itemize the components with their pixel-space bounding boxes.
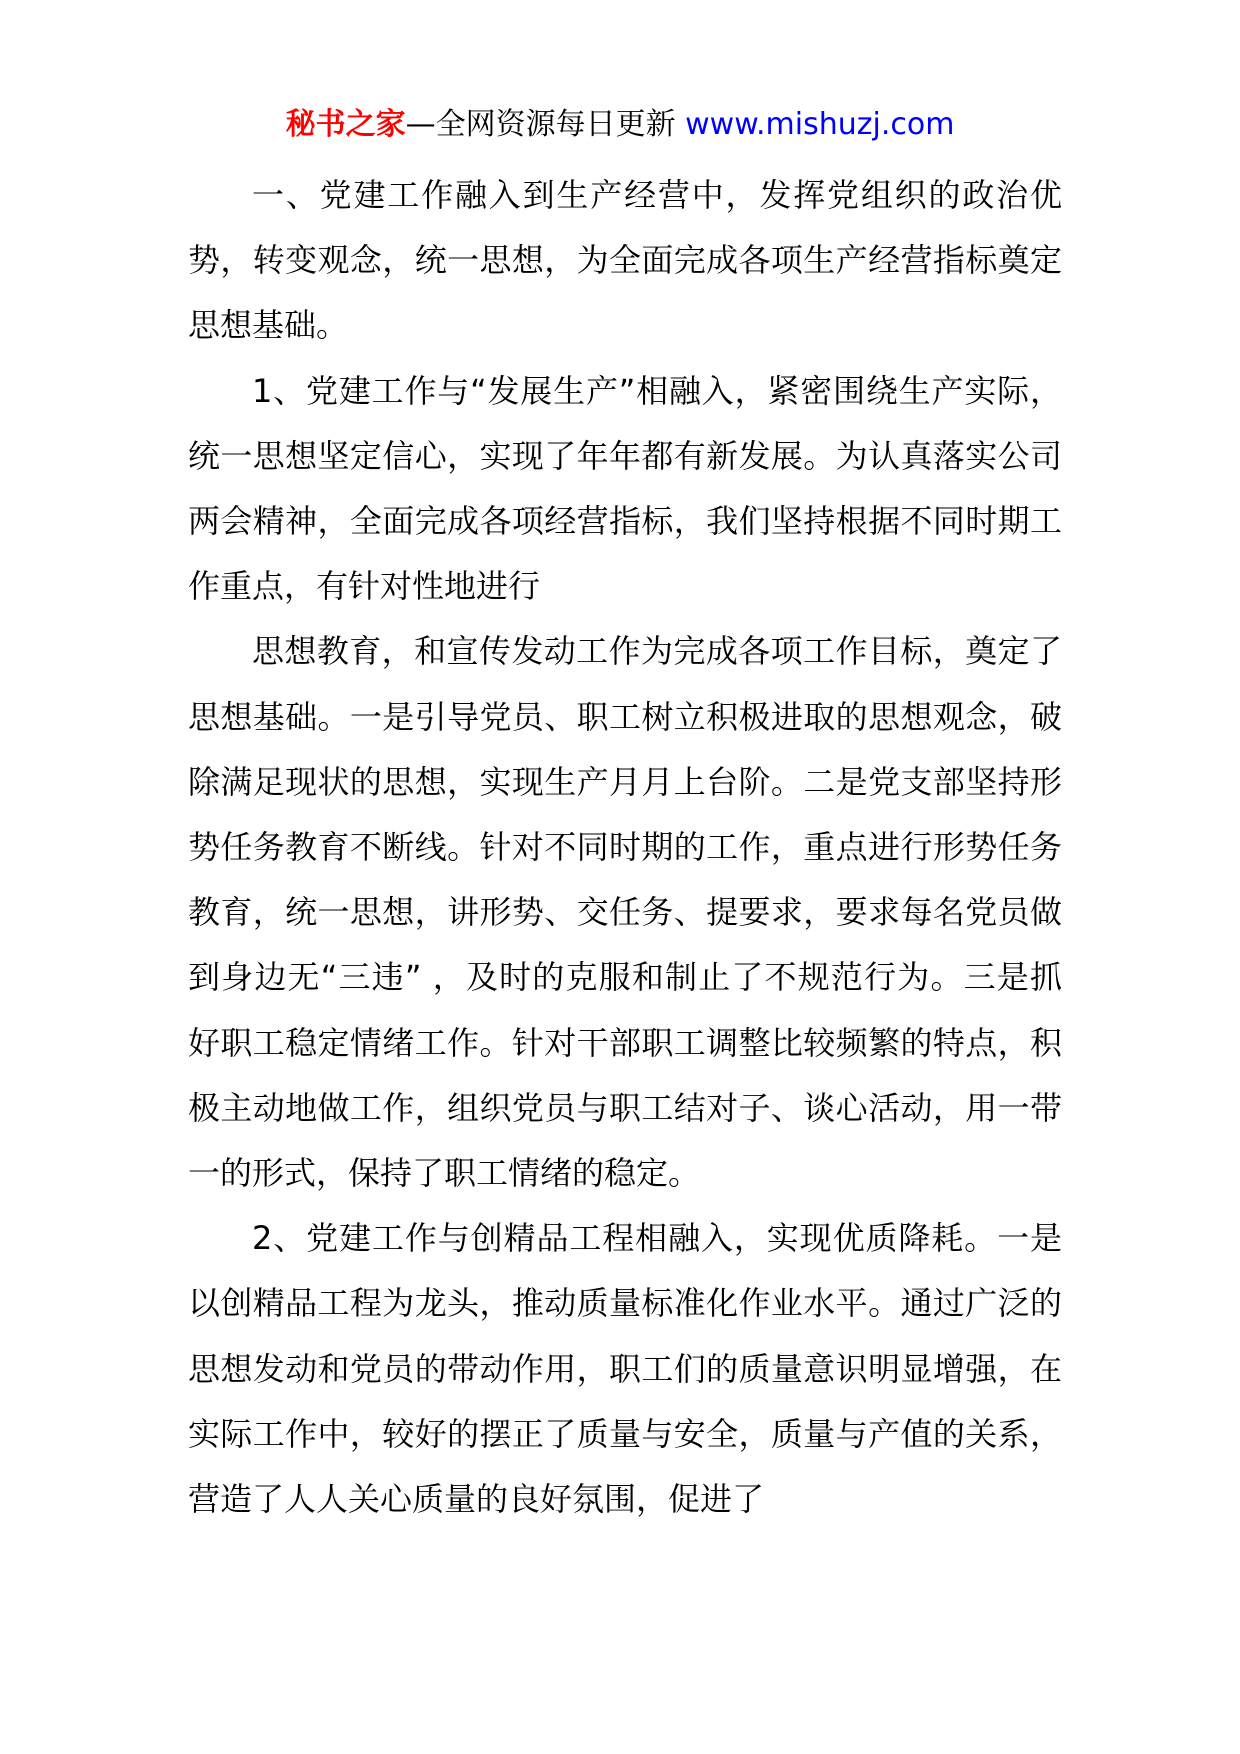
paragraph-ideological-education: 思想教育，和宣传发动工作为完成各项工作目标，奠定了思想基础。一是引导党员、职工树立积极进取的思想观念，破除满足现状的思想，实现生产月月上台阶。二是党支部坚持形势任务教育不断线。针对不同时期的工作，重点进行形势任务教育，统一思想，讲形势、交任务、提要求，要求每名党员做到身边无“三违” ，及时的克服和制止了不规范行为。三是抓好职工稳定情绪工作。针对干部职工调整比较频繁的特点，积极主动地做工作，组织党员与职工结对子、谈心活动，用一带一的形式，保持了职工情绪的稳定。 <box>188 632 1062 1193</box>
paragraph-item-1: 1、党建工作与“发展生产”相融入，紧密围绕生产实际，统一思想坚定信心，实现了年年都有新发展。为认真落实公司两会精神，全面完成各项经营指标，我们坚持根据不同时期工作重点，有针对性地进行 <box>188 371 1062 606</box>
document-body <box>188 163 1062 1532</box>
brand-name: 秘书之家 <box>285 107 406 142</box>
site-header <box>0 103 1240 147</box>
header-tagline: —全网资源每日更新 <box>405 107 686 142</box>
paragraph-item-2: 2、党建工作与创精品工程相融入，实现优质降耗。一是以创精品工程为龙头，推动质量标准化作业水平。通过广泛的思想发动和党员的带动作用，职工们的质量意识明显增强，在实际工作中，较好的摆正了质量与安全，质量与产值的关系，营造了人人关心质量的良好氛围，促进了 <box>188 1219 1062 1519</box>
paragraph-section-heading: 一、党建工作融入到生产经营中，发挥党组织的政治优势，转变观念，统一思想，为全面完成各项生产经营指标奠定思想基础。 <box>188 176 1062 345</box>
site-url-link[interactable]: www.mishuzj.com <box>685 107 955 142</box>
